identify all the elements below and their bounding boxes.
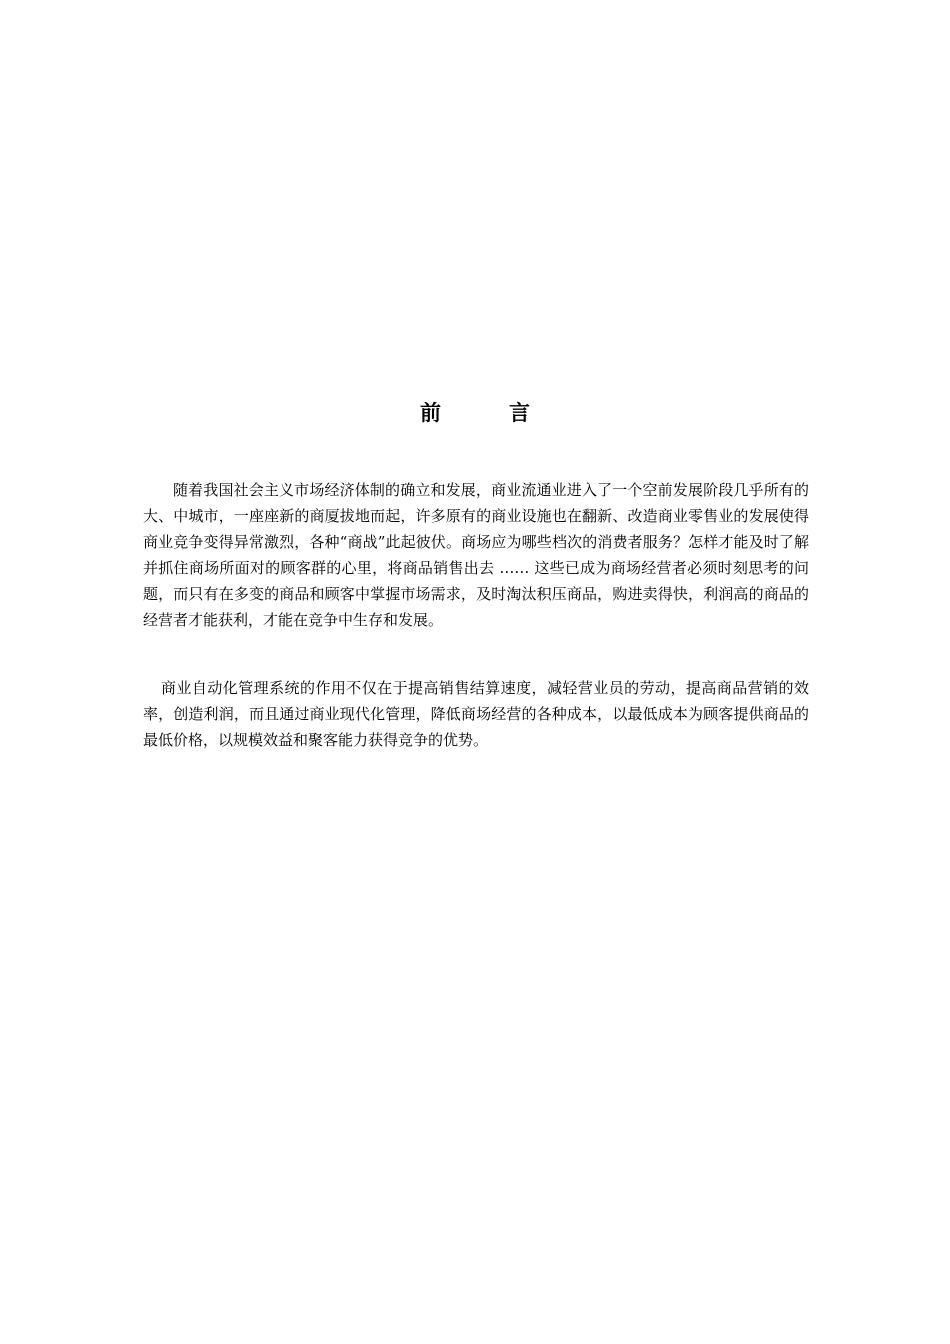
preface-paragraph-1: 随着我国社会主义市场经济体制的确立和发展，商业流通业进入了一个空前发展阶段几乎所有的大、中城市，一座座新的商厦拔地而起，许多原有的商业设施也在翻新、改造商业零售业的发展使得商业竞争变得异常激烈，各种“商战”此起彼伏。商场应为哪些档次的消费者服务？怎样才能及时了解并抓住商场所面对的顾客群的心里，将商品销售出去 …… 这些已成为商场经营者必须时刻思考的问题，而只有在多变的商品和顾客中掌握市场需求，及时淘汰积压商品，购进卖得快，利润高的商品的经营者才能获利，才能在竞争中生存和发展。 — [143, 481, 809, 629]
preface-paragraph-2: 商业自动化管理系统的作用不仅在于提高销售结算速度，减轻营业员的劳动，提高商品营销的效率，创造利润，而且通过商业现代化管理，降低商场经营的各种成本，以最低成本为顾客提供商品的最低价格，以规模效益和聚客能力获得竞争的优势。 — [143, 679, 809, 749]
title-char-1: 前 — [420, 400, 441, 425]
page-title — [0, 398, 950, 428]
title-char-2: 言 — [509, 400, 530, 425]
